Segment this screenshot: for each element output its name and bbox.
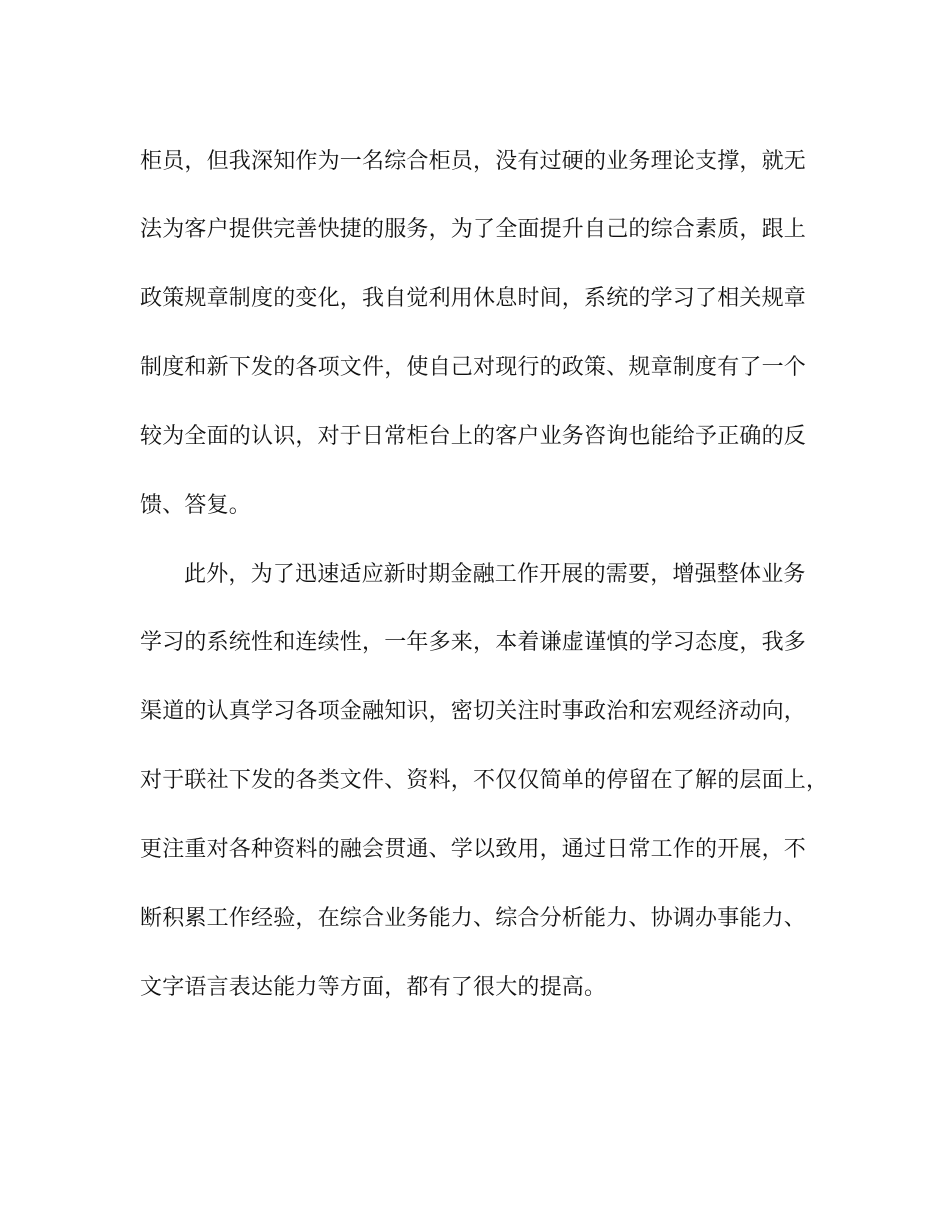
paragraph-line: 对于联社下发的各类文件、资料，不仅仅简单的停留在了解的层面上， xyxy=(140,768,829,793)
paragraph-line: 较为全面的认识，对于日常柜台上的客户业务咨询也能给予正确的反 xyxy=(140,424,807,449)
paragraph-line: 此外，为了迅速适应新时期金融工作开展的需要，增强整体业务 xyxy=(184,562,806,587)
paragraph-line: 学习的系统性和连续性，一年多来，本着谦虚谨慎的学习态度，我多 xyxy=(140,630,807,655)
paragraph-line: 渠道的认真学习各项金融知识，密切关注时事政治和宏观经济动向， xyxy=(140,699,807,724)
paragraph-line: 文字语言表达能力等方面，都有了很大的提高。 xyxy=(140,975,607,1000)
paragraph-line: 馈、答复。 xyxy=(140,493,252,518)
paragraph-line: 政策规章制度的变化，我自觉利用休息时间，系统的学习了相关规章 xyxy=(140,286,807,311)
paragraph-line: 更注重对各种资料的融会贯通、学以致用，通过日常工作的开展，不 xyxy=(140,837,807,862)
paragraph-line: 断积累工作经验，在综合业务能力、综合分析能力、协调办事能力、 xyxy=(140,906,807,931)
paragraph-line: 法为客户提供完善快捷的服务，为了全面提升自己的综合素质，跟上 xyxy=(140,217,807,242)
paragraph-line: 制度和新下发的各项文件，使自己对现行的政策、规章制度有了一个 xyxy=(140,355,807,380)
paragraph-line: 柜员，但我深知作为一名综合柜员，没有过硬的业务理论支撑，就无 xyxy=(140,149,807,174)
